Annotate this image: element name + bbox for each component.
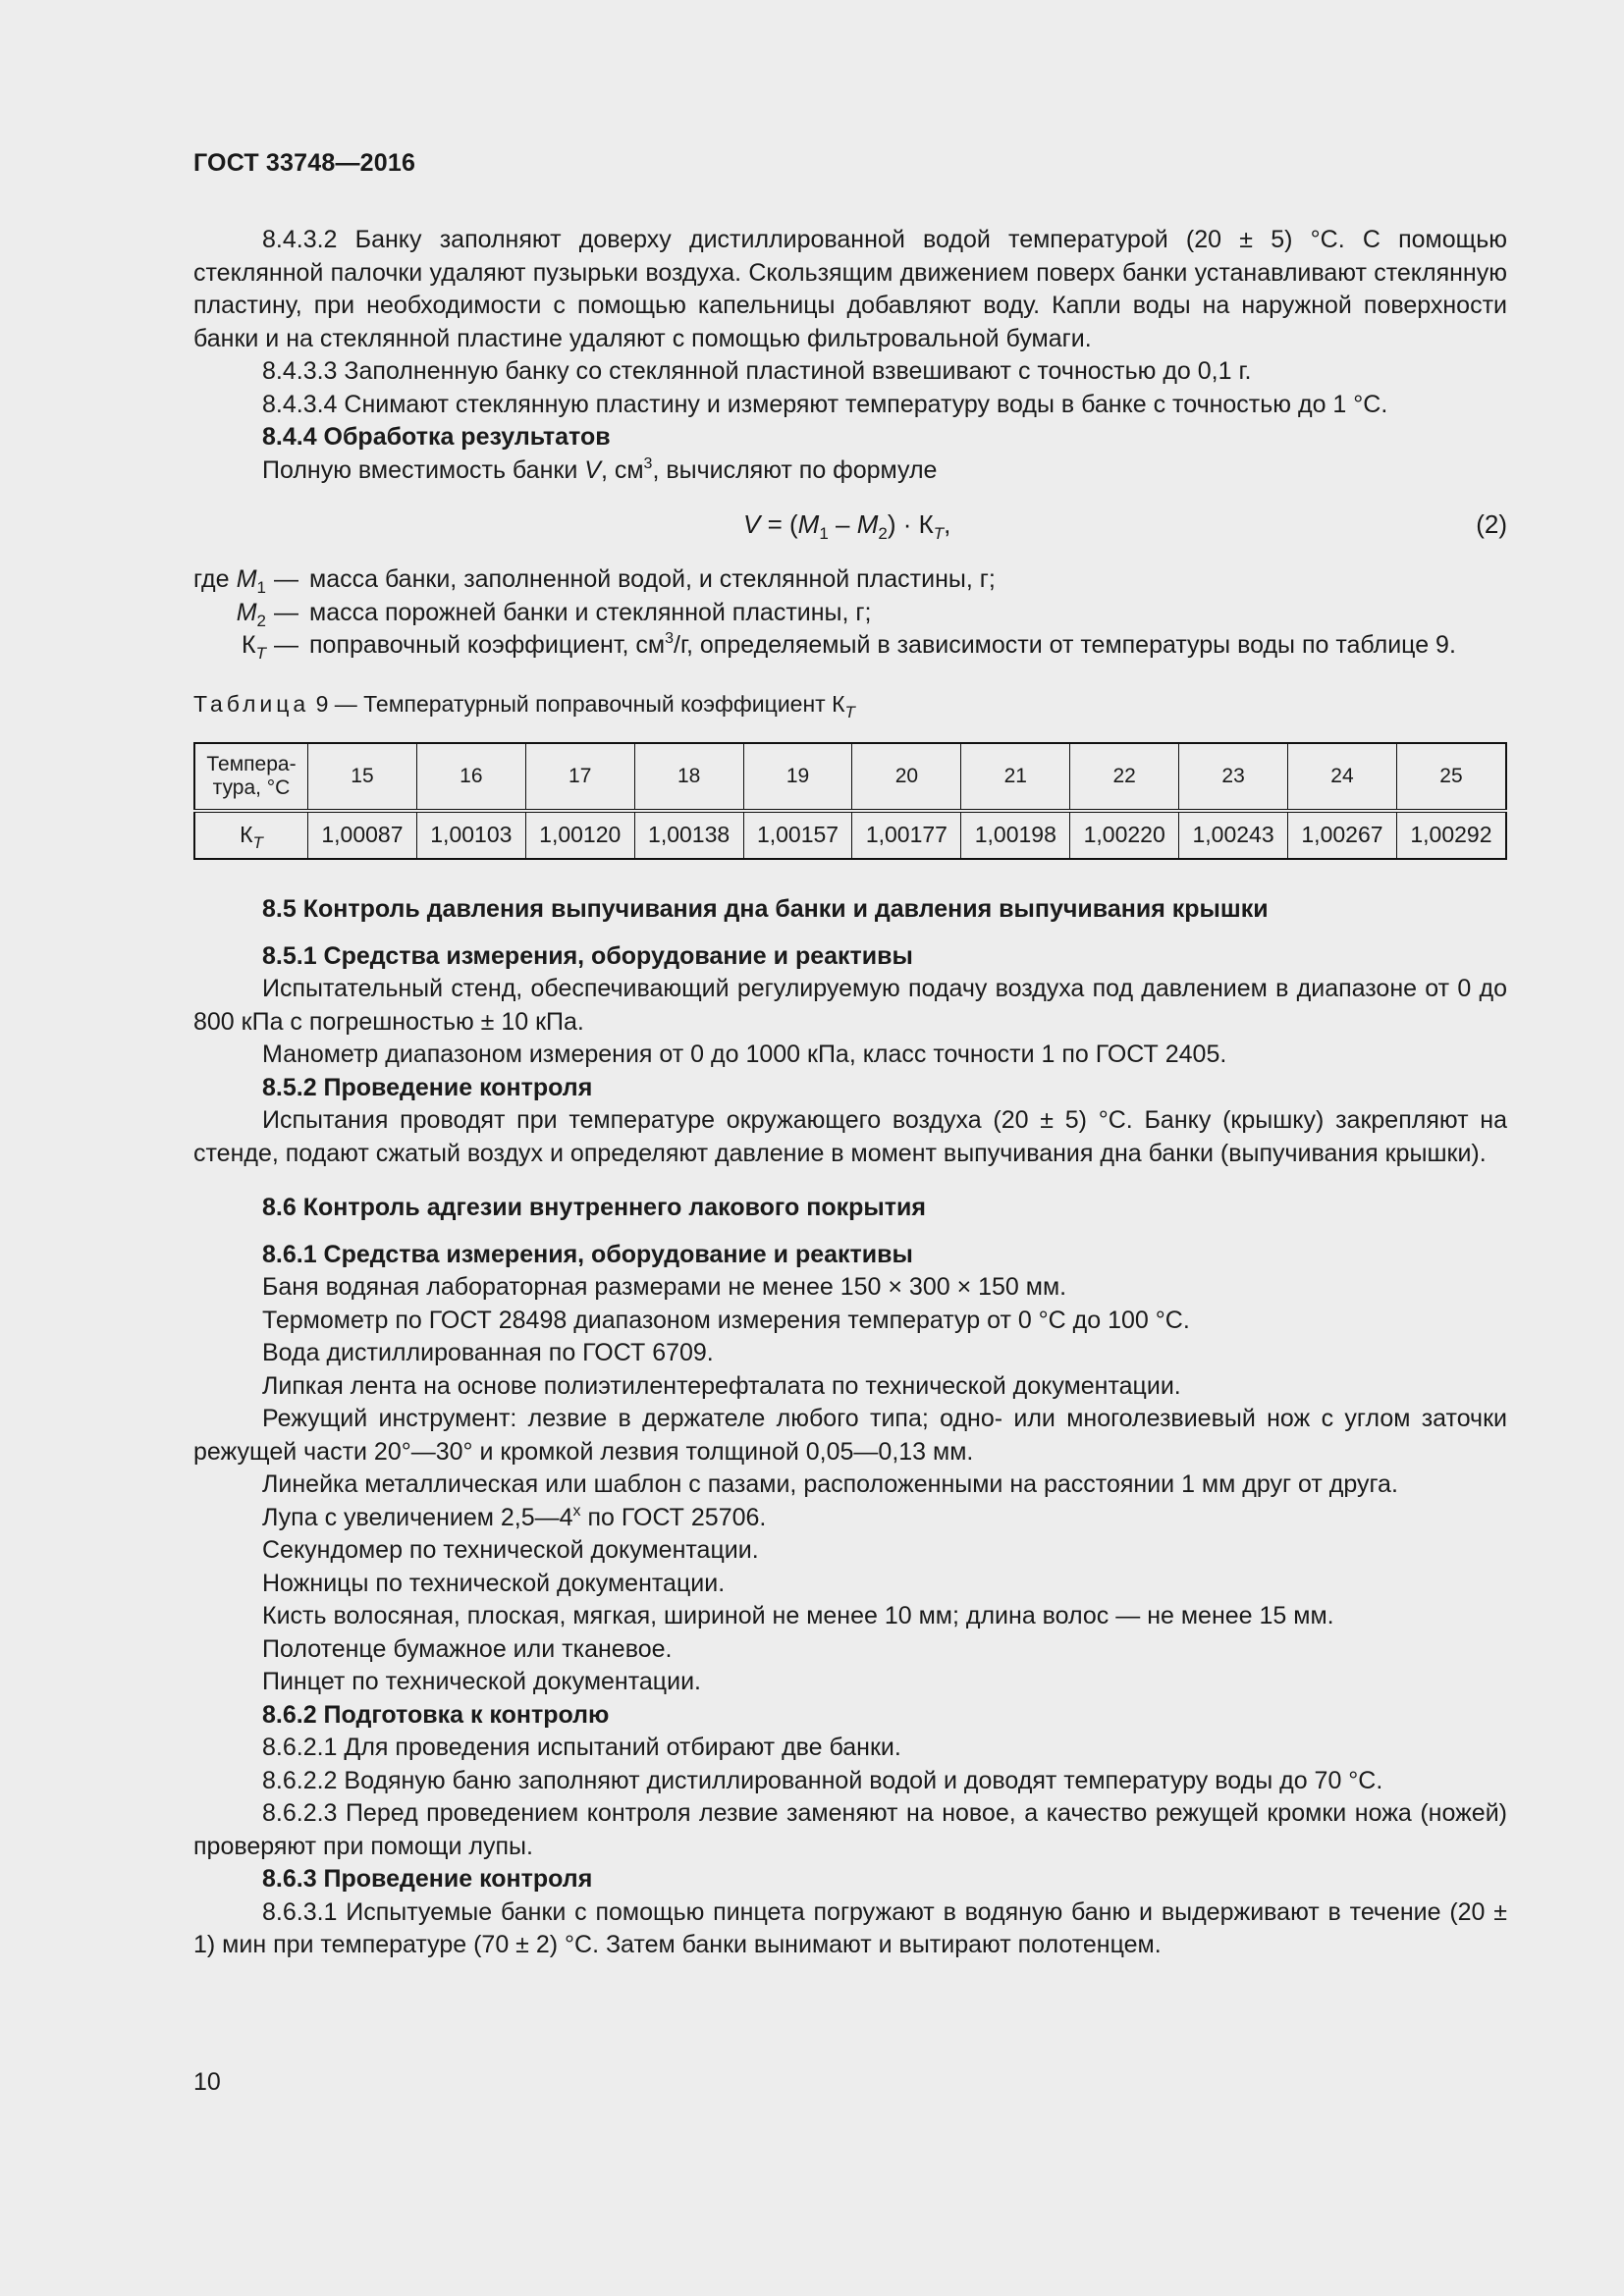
table-caption: Таблица 9 — Температурный поправочный коэффициент $К_T$: [193, 690, 855, 721]
table-cell: 1,00120: [525, 811, 634, 859]
formula-intro: Полную вместимость банки V, $см^3$, вычисляют по формуле: [262, 454, 938, 484]
table-cell: 1,00267: [1288, 811, 1397, 859]
table-cell: 20: [852, 743, 961, 811]
list-item: Полотенце бумажное или тканевое.: [262, 1634, 673, 1663]
table-cell: 22: [1070, 743, 1179, 811]
list-item: Лупа с увеличением $2,5—4^х$ по ГОСТ 25706.: [262, 1502, 767, 1531]
paragraph: Испытательный стенд, обеспечивающий регулируемую подачу воздуха под давлением в диапазоне от 0 до 800 кПа с погрешностью ± 10 кПа.: [193, 975, 1507, 1036]
paragraph: 8.6.2.2 Водяную баню заполняют дистиллированной водой и доводят температуру воды до 70 °С.: [262, 1766, 1383, 1794]
where-item: $M_2$ — масса порожней банки и стеклянной пластины, г;: [236, 598, 872, 630]
heading-8-6-3: 8.6.3 Проведение контроля: [262, 1865, 593, 1893]
where-list: [193, 563, 1507, 663]
formula-number: (2): [1476, 509, 1507, 539]
table-cell: 1,00103: [416, 811, 525, 859]
table-cell: 1,00243: [1179, 811, 1288, 859]
paragraph: 8.6.2.1 Для проведения испытаний отбирают две банки.: [262, 1734, 901, 1761]
where-item: $К_T$ — поправочный коэффициент, $см^3/г$, определяемый в зависимости от температуры воды по таблице 9.: [242, 630, 1456, 663]
document-header: ГОСТ 33748—2016: [193, 149, 416, 177]
table-cell: 1,00292: [1396, 811, 1506, 859]
table-cell: 1,00198: [961, 811, 1070, 859]
heading-8-6: 8.6 Контроль адгезии внутреннего лакового покрытия: [262, 1194, 926, 1221]
where-prefix: где: [193, 565, 230, 593]
formula-2: [193, 508, 1507, 542]
list-item: Липкая лента на основе полиэтилентерефталата по технической документации.: [262, 1371, 1181, 1400]
paragraph-8-4-3-3: 8.4.3.3 Заполненную банку со стеклянной пластиной взвешивают с точностью до 0,1 г.: [262, 357, 1252, 385]
list-item: Вода дистиллированная по ГОСТ 6709.: [262, 1339, 714, 1366]
table-cell: 19: [743, 743, 852, 811]
paragraph: 8.6.2.3 Перед проведением контроля лезвие заменяют на новое, а качество режущей кромки ножа (ножей) проверяют при помощи лупы.: [193, 1799, 1507, 1860]
table-row: [194, 811, 1506, 859]
list-item: Секундомер по технической документации.: [262, 1536, 759, 1564]
paragraph: Манометр диапазоном измерения от 0 до 1000 кПа, класс точности 1 по ГОСТ 2405.: [262, 1041, 1227, 1068]
table-cell: 21: [961, 743, 1070, 811]
paragraph: Испытания проводят при температуре окружающего воздуха (20 ± 5) °С. Банку (крышку) закрепляют на стенде, подают сжатый воздух и определяют давление в момент выпучивания дна банки (выпучивания крышки).: [193, 1106, 1507, 1167]
table-cell: 1,00138: [634, 811, 743, 859]
table-row-header: $К_T$: [194, 811, 308, 859]
table-row: [194, 743, 1506, 811]
where-item: где $M_1$ — масса банки, заполненной водой, и стеклянной пластины, г;: [193, 565, 996, 597]
document-body: [193, 224, 1507, 1962]
table-cell: 1,00087: [308, 811, 417, 859]
heading-8-6-1: 8.6.1 Средства измерения, оборудование и реактивы: [262, 1240, 913, 1268]
list-item: Ножницы по технической документации.: [262, 1569, 726, 1597]
table-cell: 1,00220: [1070, 811, 1179, 859]
table-cell: 16: [416, 743, 525, 811]
formula-expression: $V = (M_1 - M_2) \cdot К_T$,: [743, 509, 951, 543]
table-row-header: Темпера-тура, °С: [194, 743, 308, 811]
heading-8-4-4: 8.4.4 Обработка результатов: [262, 423, 611, 451]
paragraph-8-4-3-2: 8.4.3.2 Банку заполняют доверху дистиллированной водой температурой (20 ± 5) °С. С помощью стеклянной палочки удаляют пузырьки воздуха. Скользящим движением поверх банки устанавливают стеклянную пластину, при необходимости с помощью капельницы добавляют воду. Капли воды на наружной поверхности банки и на стеклянной пластине удаляют с помощью фильтровальной бумаги.: [193, 226, 1507, 352]
coefficient-table: [193, 742, 1507, 860]
list-item: Баня водяная лабораторная размерами не менее 150 × 300 × 150 мм.: [262, 1273, 1067, 1301]
table-cell: 1,00177: [852, 811, 961, 859]
table-cell: 23: [1179, 743, 1288, 811]
paragraph-8-4-3-4: 8.4.3.4 Снимают стеклянную пластину и измеряют температуру воды в банке с точностью до 1 °С.: [262, 390, 1388, 418]
list-item: Кисть волосяная, плоская, мягкая, шириной не менее 10 мм; длина волос — не менее 15 мм.: [262, 1602, 1334, 1629]
heading-8-6-2: 8.6.2 Подготовка к контролю: [262, 1700, 610, 1729]
list-item: Термометр по ГОСТ 28498 диапазоном измерения температур от 0 °С до 100 °С.: [262, 1306, 1190, 1334]
table-cell: 18: [634, 743, 743, 811]
list-item: Пинцет по технической документации.: [262, 1668, 701, 1695]
heading-8-5-2: 8.5.2 Проведение контроля: [262, 1073, 593, 1101]
table-cell: 25: [1396, 743, 1506, 811]
paragraph: 8.6.3.1 Испытуемые банки с помощью пинцета погружают в водяную баню и выдерживают в течение (20 ± 1) мин при температуре (70 ± 2) °С. Затем банки вынимают и вытирают полотенцем.: [193, 1897, 1507, 1958]
heading-8-5-1: 8.5.1 Средства измерения, оборудование и реактивы: [262, 941, 913, 970]
heading-8-5: 8.5 Контроль давления выпучивания дна банки и давления выпучивания крышки: [262, 895, 1269, 923]
table-cell: 15: [308, 743, 417, 811]
list-item: Линейка металлическая или шаблон с пазами, расположенными на расстоянии 1 мм друг от друга.: [262, 1470, 1398, 1498]
page-number: 10: [193, 2068, 221, 2096]
list-item: Режущий инструмент: лезвие в держателе любого типа; одно- или многолезвиевый нож с углом заточки режущей части 20°—30° и кромкой лезвия толщиной 0,05—0,13 мм.: [193, 1405, 1507, 1466]
table-cell: 24: [1288, 743, 1397, 811]
table-cell: 17: [525, 743, 634, 811]
table-cell: 1,00157: [743, 811, 852, 859]
